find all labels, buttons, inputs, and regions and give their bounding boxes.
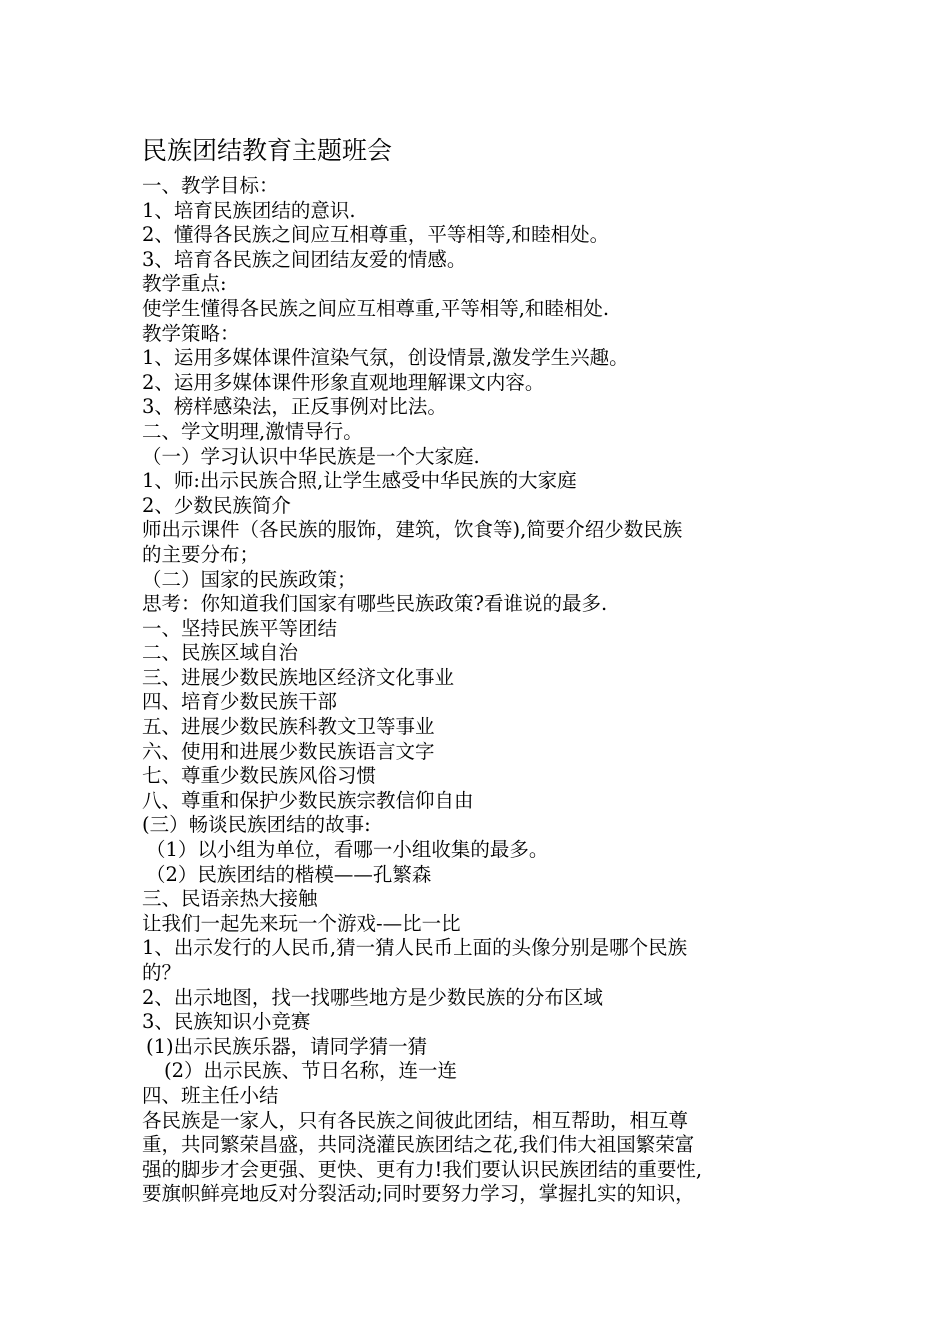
document-title: 民族团结教育主题班会 bbox=[142, 136, 393, 165]
text-line: 2、出示地图，找一找哪些地方是少数民族的分布区域 bbox=[142, 985, 603, 1009]
text-line: 的主要分布； bbox=[142, 542, 260, 566]
text-line: 1、运用多媒体课件渲染气氛，创设情景,激发学生兴趣。 bbox=[142, 346, 629, 370]
text-line: 六、使用和进展少数民族语言文字 bbox=[142, 739, 435, 763]
text-line: 重，共同繁荣昌盛，共同浇灌民族团结之花,我们伟大祖国繁荣富 bbox=[142, 1133, 695, 1157]
text-line: （1）以小组为单位，看哪一小组收集的最多。 bbox=[146, 838, 549, 862]
text-line: 要旗帜鲜亮地反对分裂活动;同时要努力学习，掌握扎实的知识， bbox=[142, 1182, 695, 1206]
text-line: 1、师:出示民族合照,让学生感受中华民族的大家庭 bbox=[142, 469, 577, 493]
text-line: 二、学文明理,激情导行。 bbox=[142, 419, 363, 443]
text-line: （2）民族团结的楷模——孔繁森 bbox=[146, 862, 432, 886]
text-line: 1、出示发行的人民币,猜一猜人民币上面的头像分别是哪个民族 bbox=[142, 936, 688, 960]
text-line: (三）畅谈民族团结的故事: bbox=[142, 813, 371, 837]
text-line: 一、教学目标： bbox=[142, 174, 279, 197]
text-line: (1)出示民族乐器，请同学猜一猜 bbox=[146, 1034, 428, 1058]
text-line: 2、运用多媒体课件形象直观地理解课文内容。 bbox=[142, 370, 545, 394]
text-line: 四、班主任小结 bbox=[142, 1083, 279, 1107]
text-line: 3、民族知识小竞赛 bbox=[142, 1010, 311, 1034]
text-line: 3、培育各民族之间团结友爱的情感。 bbox=[142, 247, 467, 271]
text-line: 一、坚持民族平等团结 bbox=[142, 616, 338, 640]
text-line: 二、民族区域自治 bbox=[142, 641, 299, 665]
text-line: 教学重点: bbox=[142, 272, 227, 296]
text-line: 教学策略： bbox=[142, 321, 240, 345]
text-line: 思考：你知道我们国家有哪些民族政策?看谁说的最多. bbox=[142, 592, 608, 616]
text-line: 师出示课件（各民族的服饰，建筑，饮食等),简要介绍少数民族 bbox=[142, 518, 683, 542]
document-body bbox=[142, 174, 822, 1207]
text-line: 1、培育民族团结的意识. bbox=[142, 198, 356, 222]
text-line: 3、榜样感染法，正反事例对比法。 bbox=[142, 395, 447, 419]
text-line: 四、培育少数民族干部 bbox=[142, 690, 338, 714]
text-line: 强的脚步才会更强、更快、更有力!我们要认识民族团结的重要性, bbox=[142, 1157, 703, 1181]
text-line: 2、懂得各民族之间应互相尊重，平等相等,和睦相处。 bbox=[142, 223, 610, 247]
text-line: （二）国家的民族政策； bbox=[142, 567, 357, 591]
text-line: 三、进展少数民族地区经济文化事业 bbox=[142, 665, 455, 689]
text-line: 的？ bbox=[142, 961, 182, 984]
text-line: 各民族是一家人，只有各民族之间彼此团结，相互帮助，相互尊 bbox=[142, 1108, 689, 1132]
text-line: 使学生懂得各民族之间应互相尊重,平等相等,和睦相处. bbox=[142, 296, 610, 320]
text-line: 八、尊重和保护少数民族宗教信仰自由 bbox=[142, 788, 474, 812]
text-line: （一）学习认识中华民族是一个大家庭. bbox=[142, 444, 480, 468]
text-line: 三、民语亲热大接触 bbox=[142, 887, 318, 911]
text-line: (2）出示民族、节日名称，连一连 bbox=[164, 1059, 458, 1083]
text-line: 让我们一起先来玩一个游戏-—比一比 bbox=[142, 911, 461, 935]
text-line: 2、少数民族简介 bbox=[142, 493, 291, 517]
text-line: 七、尊重少数民族风俗习惯 bbox=[142, 764, 377, 788]
text-line: 五、进展少数民族科教文卫等事业 bbox=[142, 715, 435, 739]
